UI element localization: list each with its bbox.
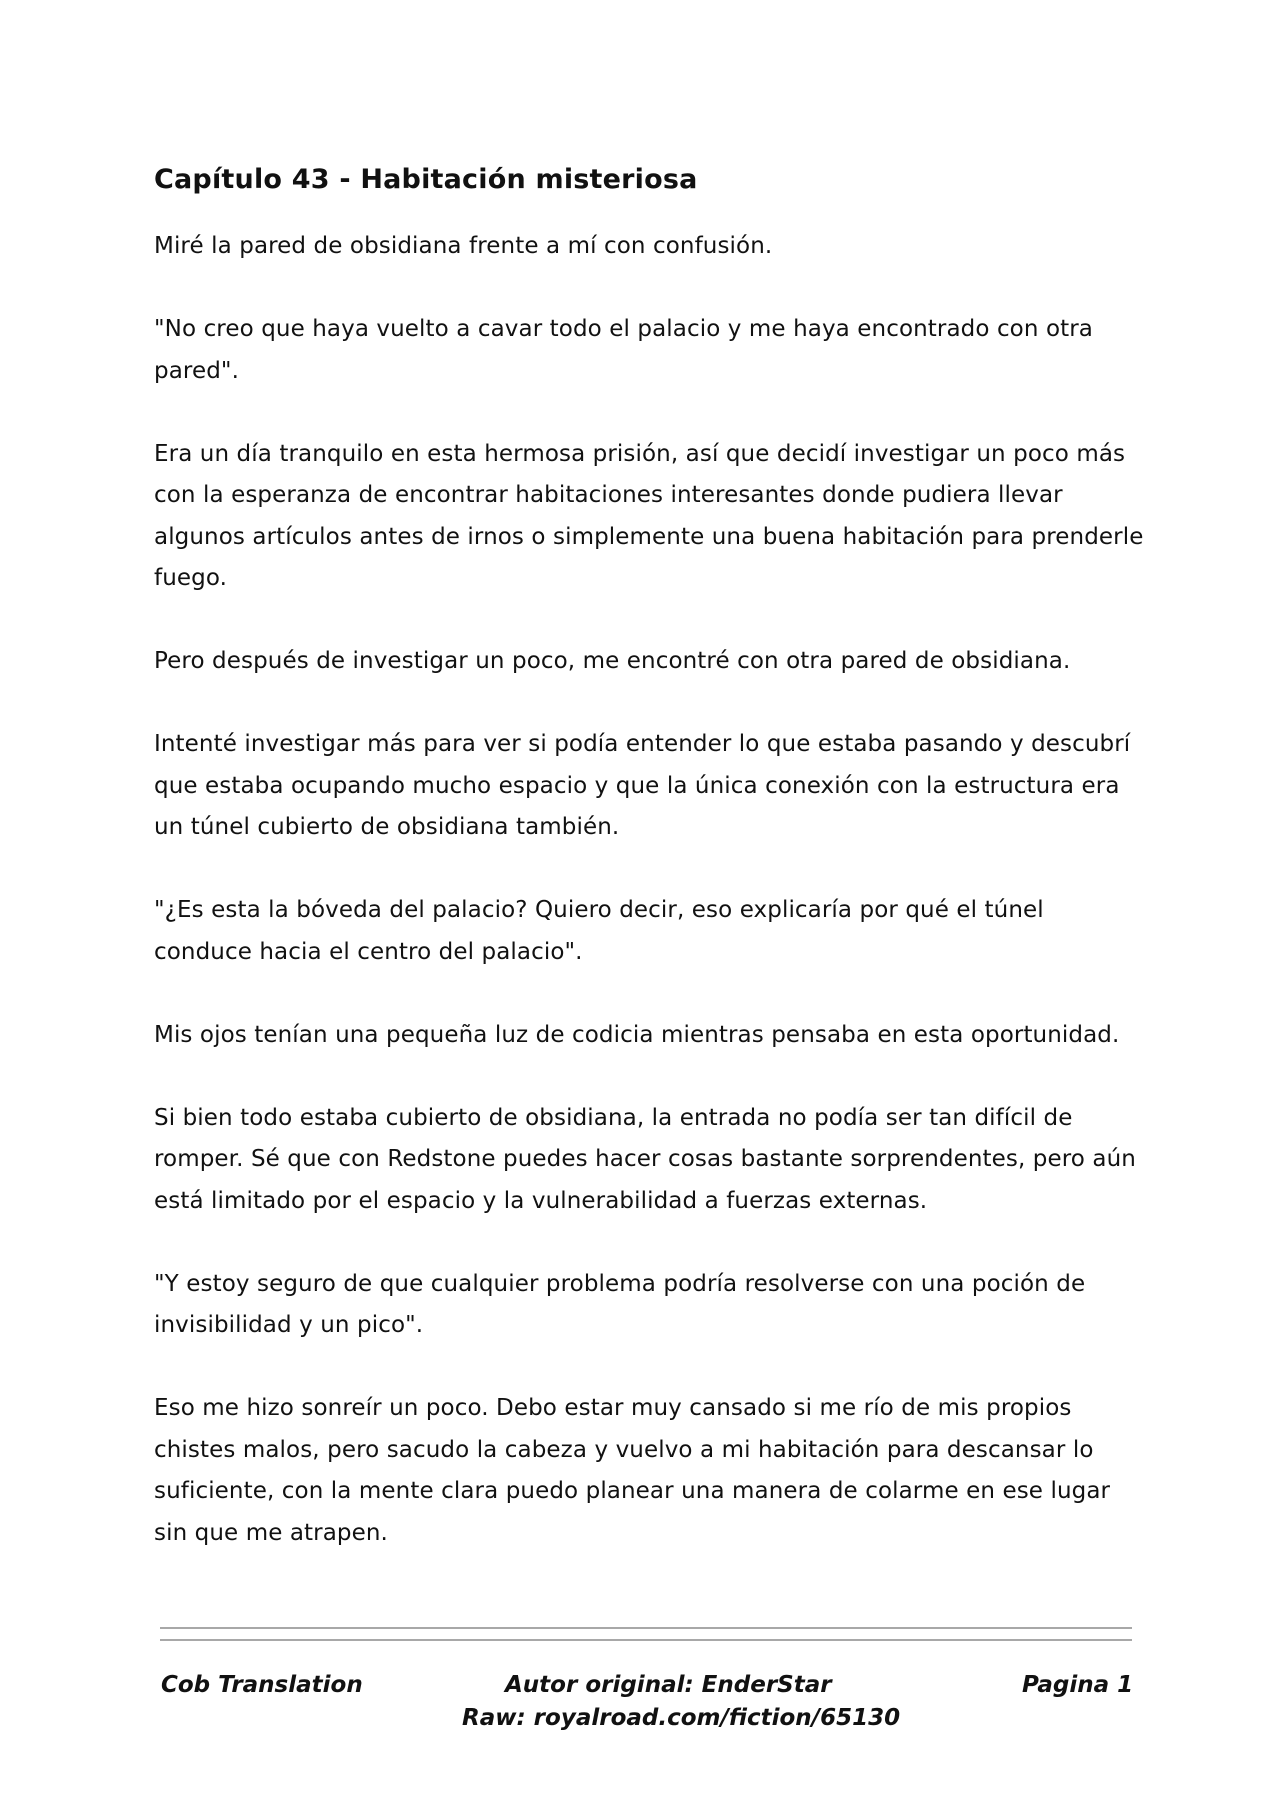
chapter-title: Capítulo 43 - Habitación misteriosa: [154, 164, 698, 195]
paragraph: Mis ojos tenían una pequeña luz de codicia mientras pensaba en esta oportunidad.: [154, 1021, 1120, 1048]
footer-page-number: Pagina 1: [1022, 1672, 1134, 1698]
footer-raw-link: Raw: royalroad.com/fiction/65130: [462, 1705, 901, 1731]
paragraph: Pero después de investigar un poco, me encontré con otra pared de obsidiana.: [154, 648, 1071, 674]
paragraph: "Y estoy seguro de que cualquier problema podría resolverse con una poción de invisibilidad y un pico".: [154, 1270, 1086, 1338]
paragraph: Eso me hizo sonreír un poco. Debo estar muy cansado si me río de mis propios chistes malos, pero sacudo la cabeza y vuelvo a mi habitación para descansar lo suficiente, con la mente clara puedo planear una manera de colarme en ese lugar sin que me atrapen.: [154, 1395, 1111, 1546]
paragraph: Miré la pared de obsidiana frente a mí con confusión.: [154, 233, 773, 259]
footer-divider-top: [160, 1627, 1132, 1629]
paragraph: "¿Es esta la bóveda del palacio? Quiero decir, eso explicaría por qué el túnel conduce hacia el centro del palacio".: [154, 897, 1044, 965]
paragraph: Intenté investigar más para ver si podía entender lo que estaba pasando y descubrí que estaba ocupando mucho espacio y que la única conexión con la estructura era un túnel cubierto de obsidiana también.: [154, 731, 1131, 840]
chapter-content: [154, 160, 1144, 1596]
paragraph: Era un día tranquilo en esta hermosa prisión, así que decidí investigar un poco más con la esperanza de encontrar habitaciones interesantes donde pudiera llevar algunos artículos antes de irnos o simplemente una buena habitación para prenderle fuego.: [154, 440, 1144, 591]
footer-translator: Cob Translation: [161, 1672, 363, 1698]
paragraph: "No creo que haya vuelto a cavar todo el palacio y me haya encontrado con otra pared".: [154, 316, 1093, 384]
footer-author: Autor original: EnderStar: [505, 1672, 832, 1698]
paragraph: Si bien todo estaba cubierto de obsidiana, la entrada no podía ser tan difícil de romper. Sé que con Redstone puedes hacer cosas bastante sorprendentes, pero aún está limitado por el espacio y la vulnerabilidad a fuerzas externas.: [154, 1104, 1136, 1214]
footer-divider-bottom: [160, 1639, 1132, 1641]
